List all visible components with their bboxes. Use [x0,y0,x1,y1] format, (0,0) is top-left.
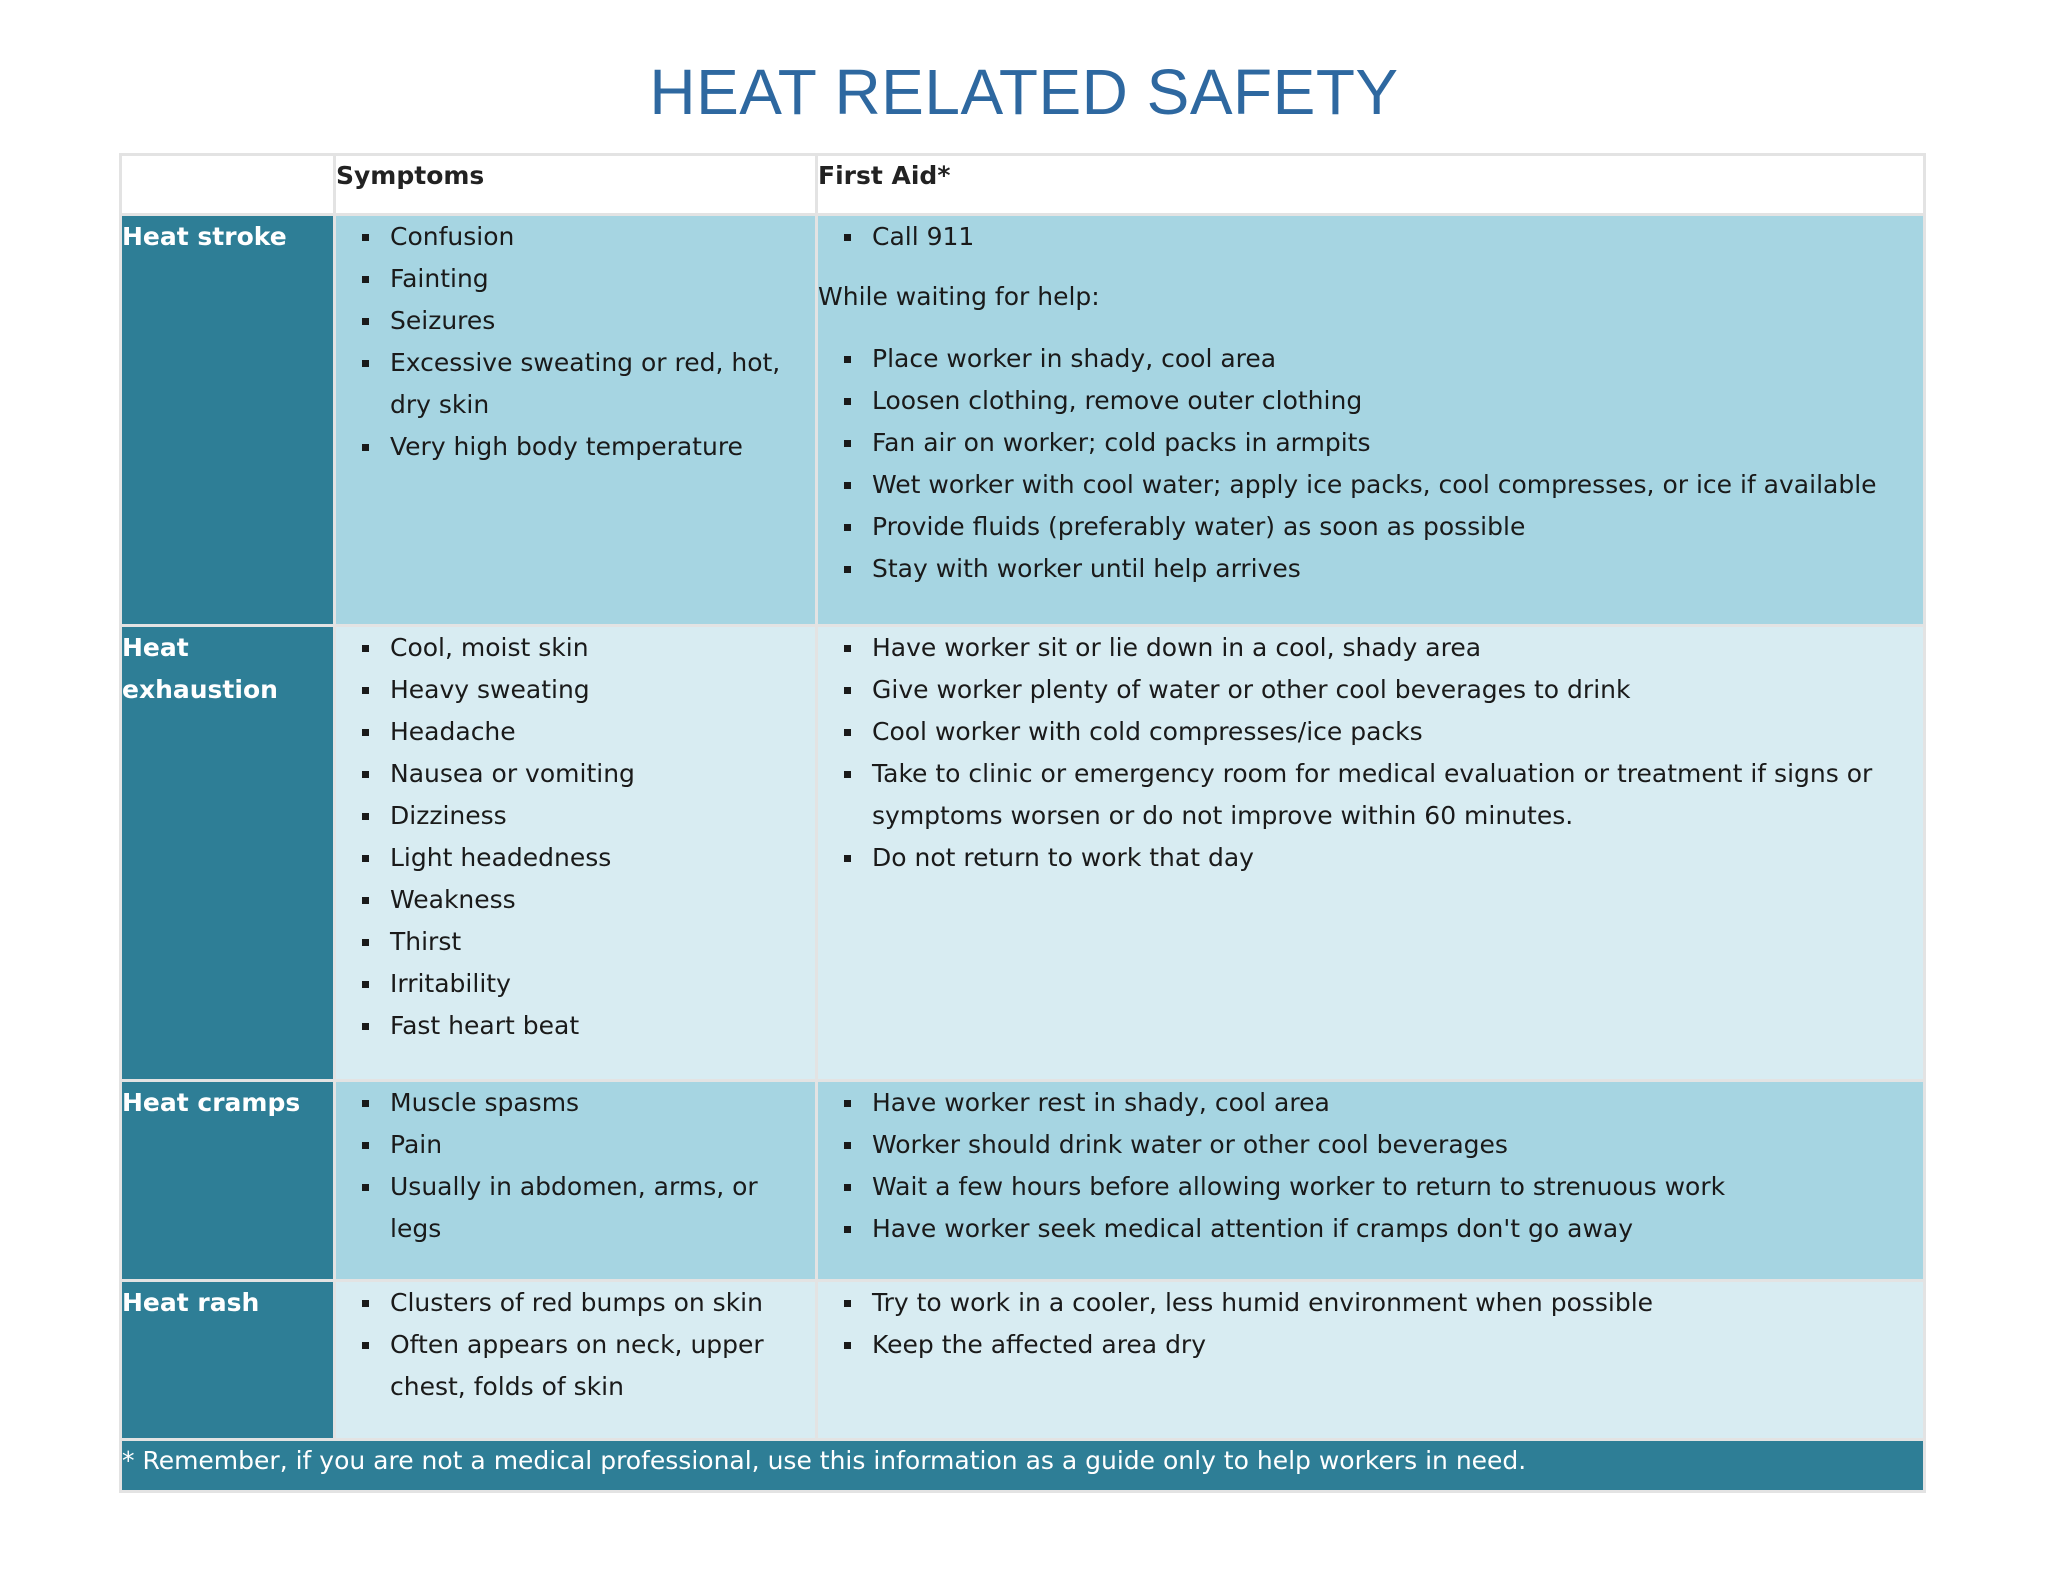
list-item: Excessive sweating or red, hot, dry skin [382,342,815,426]
list-item: Usually in abdomen, arms, or legs [382,1166,815,1250]
list-item: Very high body temperature [382,426,815,468]
list-item: Do not return to work that day [864,837,1923,879]
footnote: * Remember, if you are not a medical professional, use this information as a guide only to help workers in need. [121,1440,1925,1492]
first-aid-list [818,338,1923,590]
footnote-row [121,1440,1925,1492]
symptoms-cell [335,1081,817,1281]
heat-safety-table [119,153,1926,1493]
list-item: Stay with worker until help arrives [864,548,1923,590]
list-item: Try to work in a cooler, less humid environment when possible [864,1282,1923,1324]
first-aid-cell [817,626,1925,1081]
symptoms-cell [335,626,817,1081]
illness-name: Heat stroke [121,215,335,626]
first-aid-note: While waiting for help: [818,282,1100,311]
list-item: Wet worker with cool water; apply ice packs, cool compresses, or ice if available [864,464,1923,506]
list-item: Loosen clothing, remove outer clothing [864,380,1923,422]
first-aid-list [818,1282,1923,1366]
list-item: Provide fluids (preferably water) as soon as possible [864,506,1923,548]
list-item: Place worker in shady, cool area [864,338,1923,380]
header-first-aid: First Aid* [817,155,1925,215]
list-item: Take to clinic or emergency room for medical evaluation or treatment if signs or symptoms worsen or do not improve within 60 minutes. [864,753,1923,837]
list-item: Light headedness [382,837,815,879]
symptoms-cell [335,215,817,626]
table-row [121,626,1925,1081]
page-title: HEAT RELATED SAFETY [649,56,1399,128]
list-item: Heavy sweating [382,669,815,711]
list-item: Pain [382,1124,815,1166]
first-aid-cell [817,1081,1925,1281]
symptoms-list [336,216,815,468]
illness-name: Heat cramps [121,1081,335,1281]
header-symptoms: Symptoms [335,155,817,215]
header-illness: Illness [121,155,335,215]
first-aid-cell [817,215,1925,626]
list-item: Seizures [382,300,815,342]
list-item: Wait a few hours before allowing worker to return to strenuous work [864,1166,1923,1208]
first-aid-list [818,1082,1923,1250]
symptoms-list [336,1282,815,1408]
list-item: Dizziness [382,795,815,837]
list-item: Have worker sit or lie down in a cool, shady area [864,627,1923,669]
list-item: Fainting [382,258,815,300]
list-item: Worker should drink water or other cool beverages [864,1124,1923,1166]
symptoms-cell [335,1281,817,1440]
list-item: Irritability [382,963,815,1005]
table-row [121,1081,1925,1281]
list-item: Give worker plenty of water or other cool beverages to drink [864,669,1923,711]
list-item: Nausea or vomiting [382,753,815,795]
list-item: Clusters of red bumps on skin [382,1282,815,1324]
list-item: Thirst [382,921,815,963]
first-aid-cell [817,1281,1925,1440]
table-header-row [121,155,1925,215]
list-item: Have worker seek medical attention if cramps don't go away [864,1208,1923,1250]
list-item: Headache [382,711,815,753]
symptoms-list [336,627,815,1047]
list-item: Fast heart beat [382,1005,815,1047]
list-item: Muscle spasms [382,1082,815,1124]
table-row [121,215,1925,626]
list-item: Confusion [382,216,815,258]
first-aid-list [818,216,1923,258]
list-item: Keep the affected area dry [864,1324,1923,1366]
list-item: Weakness [382,879,815,921]
illness-name: Heat rash [121,1281,335,1440]
illness-name: Heat exhaustion [121,626,335,1081]
list-item: Fan air on worker; cold packs in armpits [864,422,1923,464]
symptoms-list [336,1082,815,1250]
list-item: Have worker rest in shady, cool area [864,1082,1923,1124]
first-aid-list [818,627,1923,879]
list-item: Cool worker with cold compresses/ice packs [864,711,1923,753]
table-row [121,1281,1925,1440]
list-item: Often appears on neck, upper chest, folds of skin [382,1324,815,1408]
list-item: Call 911 [864,216,1923,258]
list-item: Cool, moist skin [382,627,815,669]
